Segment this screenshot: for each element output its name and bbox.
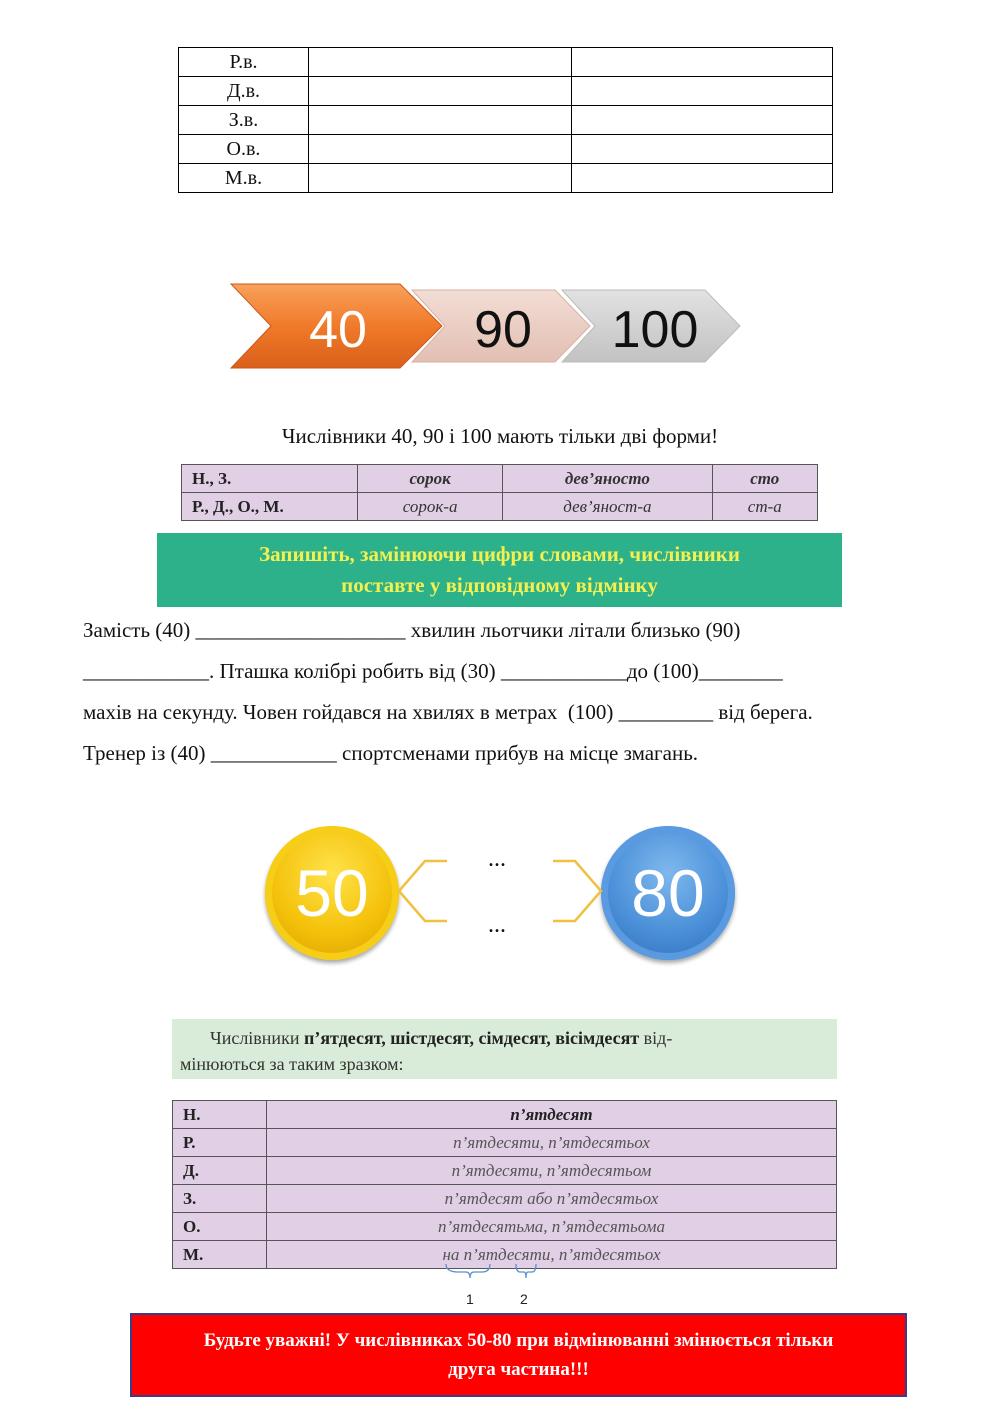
declension-cell: п’ятдесят або п’ятдесятьох bbox=[267, 1185, 837, 1213]
declension-cell: на п’ятдесяти, п’ятдесятьох bbox=[267, 1241, 837, 1269]
word-cell: сорок-а bbox=[358, 493, 503, 521]
table-row bbox=[179, 48, 833, 77]
case-label: М. bbox=[173, 1241, 267, 1269]
case-label: З.в. bbox=[179, 106, 309, 135]
case-label: О.в. bbox=[179, 135, 309, 164]
number-circle-right: 80 bbox=[601, 826, 735, 960]
table-row bbox=[179, 164, 833, 193]
chevron-number: 100 bbox=[611, 301, 699, 359]
task-title-line: Запишіть, замінюючи цифри словами, числівники bbox=[259, 542, 740, 566]
rule-line-1 bbox=[180, 1025, 837, 1051]
word-cell: ст-а bbox=[712, 493, 817, 521]
case-label: З. bbox=[173, 1185, 267, 1213]
note-text: Числівники 40, 90 і 100 мають тільки дві форми! bbox=[281, 424, 719, 448]
answer-cell[interactable] bbox=[309, 164, 572, 193]
number-circle-left: 50 bbox=[265, 826, 399, 960]
case-label: Р. bbox=[173, 1129, 267, 1157]
ellipsis-bottom: ... bbox=[488, 912, 506, 938]
answer-cell[interactable] bbox=[309, 48, 572, 77]
ellipsis-top: ... bbox=[488, 846, 506, 872]
part-brackets bbox=[440, 1262, 560, 1286]
case-label: Д.в. bbox=[179, 77, 309, 106]
table-row bbox=[179, 135, 833, 164]
word-cell: дев’яносто bbox=[503, 465, 712, 493]
task-title bbox=[157, 533, 842, 607]
right-bracket bbox=[553, 861, 601, 921]
answer-cell[interactable] bbox=[572, 77, 833, 106]
table-row bbox=[173, 1157, 837, 1185]
rule-box bbox=[172, 1019, 837, 1079]
warning-box bbox=[130, 1313, 907, 1397]
table-row bbox=[173, 1101, 837, 1129]
chevron-number: 90 bbox=[474, 301, 532, 359]
answer-cell[interactable] bbox=[309, 77, 572, 106]
case-label: М.в. bbox=[179, 164, 309, 193]
part-marker-2: 2 bbox=[520, 1291, 528, 1307]
case-label: Н., З. bbox=[182, 465, 358, 493]
exercise-line: ____________. Пташка колібрі робить від (30) ____________до (100)________ bbox=[83, 659, 783, 683]
answer-cell[interactable] bbox=[572, 48, 833, 77]
table-row bbox=[173, 1213, 837, 1241]
answer-cell[interactable] bbox=[572, 135, 833, 164]
task-title-line: поставте у відповідному відмінку bbox=[341, 573, 658, 597]
warning-line: друга частина!!! bbox=[448, 1359, 589, 1380]
rule-text: від- bbox=[639, 1028, 673, 1048]
declension-cell: п’ятдесятьма, п’ятдесятьома bbox=[267, 1213, 837, 1241]
declension-cell: п’ятдесяти, п’ятдесятьох bbox=[267, 1129, 837, 1157]
table-row bbox=[179, 77, 833, 106]
part-marker-1: 1 bbox=[466, 1291, 474, 1307]
case-label: Д. bbox=[173, 1157, 267, 1185]
word-cell: сорок bbox=[358, 465, 503, 493]
declension-cell: п’ятдесят bbox=[267, 1101, 837, 1129]
answer-cell[interactable] bbox=[309, 135, 572, 164]
answer-cell[interactable] bbox=[309, 106, 572, 135]
exercise-line: Тренер із (40) ____________ спортсменами прибув на місце змагань. bbox=[83, 741, 699, 765]
rule-line-2: мінюються за таким зразком: bbox=[180, 1054, 404, 1074]
rule-numerals: п’ятдесят, шістдесят, сімдесят, вісімдесят bbox=[303, 1028, 640, 1048]
answer-cell[interactable] bbox=[572, 106, 833, 135]
declension-cell: п’ятдесяти, п’ятдесятьом bbox=[267, 1157, 837, 1185]
part-bracket-1 bbox=[446, 1264, 490, 1278]
table-row bbox=[179, 106, 833, 135]
chevron-number: 40 bbox=[309, 301, 367, 359]
case-label: О. bbox=[173, 1213, 267, 1241]
word-cell: сто bbox=[712, 465, 817, 493]
case-label: Р.в. bbox=[179, 48, 309, 77]
exercise-line: махів на секунду. Човен гойдався на хвилях в метрах (100) _________ від берега. bbox=[83, 700, 813, 724]
word-cell: дев’яност-а bbox=[503, 493, 712, 521]
rule-text: Числівники bbox=[210, 1028, 304, 1048]
warning-line: Будьте уважні! У числівниках 50-80 при відмінюванні змінюється тільки bbox=[203, 1330, 834, 1351]
answer-cell[interactable] bbox=[572, 164, 833, 193]
exercise-line: Замість (40) ____________________ хвилин льотчики літали близько (90) bbox=[83, 618, 741, 642]
part-bracket-2 bbox=[516, 1264, 536, 1278]
case-label: Р., Д., О., М. bbox=[182, 493, 358, 521]
table-row bbox=[173, 1185, 837, 1213]
table-row bbox=[182, 493, 818, 521]
table-row bbox=[173, 1129, 837, 1157]
forms-table bbox=[181, 464, 818, 521]
left-bracket bbox=[399, 861, 447, 921]
cases-table bbox=[178, 47, 833, 193]
table-row bbox=[182, 465, 818, 493]
declension-table bbox=[172, 1100, 837, 1269]
case-label: Н. bbox=[173, 1101, 267, 1129]
